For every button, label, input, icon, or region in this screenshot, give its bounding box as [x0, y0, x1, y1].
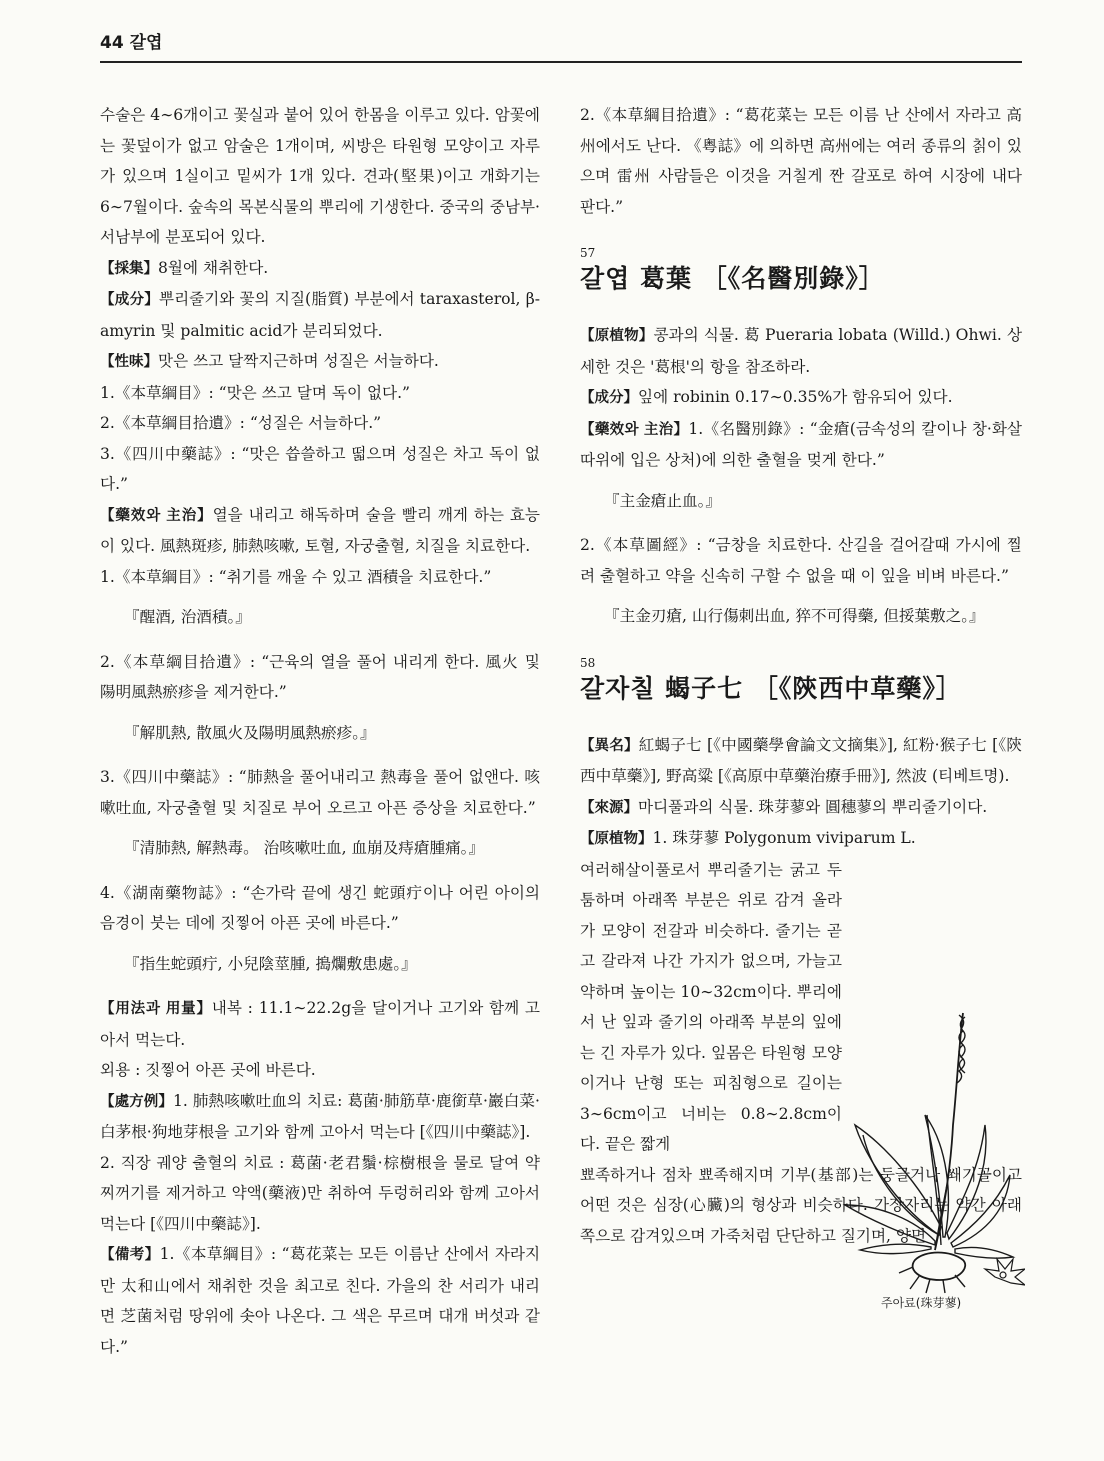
entry-title: 갈엽 葛葉 ［《名醫別錄》］: [580, 264, 885, 293]
paragraph: 2.《本草綱目拾遺》: “葛花菜는 모든 이름 난 산에서 자라고 高州에서도 난다. 《粤誌》에 의하면 高州에는 여러 종류의 칡이 있으며 雷州 사람들은 이것을 거칠게 짠 갈포로 하여 시장에 내다 판다.”: [580, 106, 1022, 216]
paragraph: 3.《四川中藥誌》: “맛은 씁쓸하고 떫으며 성질은 차고 독이 없다.”: [100, 444, 540, 493]
tagged-paragraph: [100, 253, 540, 285]
paragraph-text: 열을 내리고 해독하며 술을 빨리 깨게 하는 효능이 있다. 風熱斑疹, 肺熱咳嗽, 토혈, 자궁출혈, 치질을 치료한다.: [100, 505, 540, 555]
paragraph-text: 8월에 채취한다.: [158, 258, 269, 277]
classical-quote: 『清肺熱, 解熱毒。 治咳嗽吐血, 血崩及痔瘡腫痛。』: [124, 839, 485, 857]
paragraph: 4.《湖南藥物誌》: “손가락 끝에 생긴 蛇頭疔이나 어린 아이의 음경이 붓는 데에 짓찧어 아픈 곳에 바른다.”: [100, 883, 540, 932]
paragraph: 3.《四川中藥誌》: “肺熱을 풀어내리고 熱毒을 풀어 없앤다. 咳嗽吐血, 자궁출혈 및 치질로 부어 오르고 아픈 증상을 치료한다.”: [100, 768, 540, 817]
classical-quote: 『指生蛇頭疔, 小兒陰莖腫, 搗爛敷患處。』: [124, 954, 417, 973]
paragraph: 2.《本草圖經》: “금창을 치료한다. 산길을 걸어갈때 가시에 찔려 출혈하고 약을 신속히 구할 수 없을 때 이 잎을 비벼 바른다.”: [580, 536, 1022, 585]
section-tag: 【藥效와 主治】: [580, 421, 689, 438]
paragraph-text: 맛은 쓰고 달짝지근하며 성질은 서늘하다.: [158, 352, 439, 370]
paragraph-text: 1. 珠芽蓼 Polygonum viviparum L.: [652, 829, 916, 847]
paragraph-text: 뿌리줄기와 꽃의 지질(脂質) 부분에서 taraxasterol, β-amyrin 및 palmitic acid가 분리되었다.: [100, 290, 540, 340]
paragraph: 1.《本草綱目》: “맛은 쓰고 달며 독이 없다.”: [100, 383, 411, 402]
paragraph: 2.《本草綱目拾遺》: “근육의 열을 풀어 내리게 한다. 風火 및 陽明風熱瘀疹을 제거한다.”: [100, 652, 540, 701]
tagged-paragraph: [100, 500, 540, 562]
tagged-paragraph: [100, 1086, 540, 1148]
section-tag: 【採集】: [100, 260, 158, 277]
tagged-paragraph: [580, 414, 1022, 476]
paragraph-text: 紅蝎子七 [《中國藥學會論文文摘集》], 紅粉·猴子七 [《陝西中草藥》], 野高粱 [《高原中草藥治療手冊》], 然波 (티베트명).: [580, 735, 1023, 785]
page-number: 44 갈엽: [100, 33, 163, 53]
classical-quote: 『主金瘡止血。』: [604, 491, 721, 510]
paragraph: 2.《本草綱目拾遺》: “성질은 서늘하다.”: [100, 414, 382, 432]
paragraph: 1.《本草綱目》: “취기를 깨울 수 있고 酒積을 치료한다.”: [100, 567, 492, 586]
paragraph-text: 콩과의 식물. 葛 Pueraria lobata (Willd.) Ohwi. 상세한 것은 '葛根'의 항을 참조하라.: [580, 326, 1023, 376]
paragraph-text: 1.《本草綱目》: “葛花菜는 모든 이름난 산에서 자라지만 太和山에서 채취한 것을 최고로 친다. 가을의 찬 서리가 내리면 芝菌처럼 땅위에 솟아 나온다. 그 색은 무르며 대개 버섯과 같다.”: [100, 1245, 541, 1356]
entry-title: 갈자칠 蝎子七 ［《陝西中草藥》］: [580, 673, 962, 703]
plant-illustration-icon: [835, 1005, 1025, 1295]
section-tag: 【備考】: [100, 1247, 160, 1263]
tagged-paragraph: [100, 993, 540, 1055]
classical-quote: 『解肌熱, 散風火及陽明風熱瘀疹。』: [124, 723, 376, 742]
paragraph: 뾰족하거나 점차 뾰족해지며 기부(基部)는 둥글거나 쐐기꼴이고 어떤 것은 심장(心臟)의 형상과 비슷하다. 가장자리는 약간 아래쪽으로 감겨있으며 가죽처럼 단단하고 질기며, 양면: [580, 1165, 1022, 1245]
paragraph-text: 내복 : 11.1∼22.2g을 달이거나 고기와 함께 고아서 먹는다.: [100, 999, 540, 1049]
figure-wrap-text: 여러해살이풀로서 뿌리줄기는 굵고 두툼하며 아래쪽 부분은 위로 감겨 올라가 모양이 전갈과 비슷하다. 줄기는 곧고 갈라져 나간 가지가 없으며, 가늘고 약하며 높이는 10∼32cm이다. 뿌리에서 난 잎과 줄기의 아래쪽 부분의 잎에는 긴 자루가 있다. 잎몸은 타원형 모양이거나 난형 또는 피침형으로 길이는 3∼6cm이고 너비는 0.8∼2.8cm이다. 끝은 짧게: [580, 860, 842, 1153]
tagged-paragraph: [100, 1239, 540, 1362]
paragraph-text: 마디풀과의 식물. 珠芽蓼와 圓穗蓼의 뿌리줄기이다.: [638, 797, 988, 816]
plant-illustration: [835, 1005, 1025, 1315]
paragraph: 2. 직장 궤양 출혈의 치료 : 葛菌·老君鬚·棕樹根을 물로 달여 약찌꺼기를 제거하고 약액(藥液)만 취하여 두렁허리와 함께 고아서 먹는다 [《四川中藥誌》].: [100, 1153, 540, 1233]
tagged-paragraph: [100, 346, 540, 378]
paragraph: 외용 : 짓찧어 아픈 곳에 바른다.: [100, 1061, 316, 1079]
paragraph-text: 잎에 robinin 0.17∼0.35%가 함유되어 있다.: [638, 388, 953, 406]
tagged-paragraph: [580, 823, 1022, 855]
tagged-paragraph: [100, 284, 540, 346]
section-tag: 【用法과 用量】: [100, 1001, 212, 1017]
figure-caption: 주아료(珠芽蓼): [881, 1296, 962, 1310]
section-tag: 【性味】: [100, 354, 158, 370]
section-tag: 【來源】: [580, 799, 638, 816]
header-rule: [100, 61, 1022, 63]
section-tag: 【處方例】: [100, 1093, 173, 1110]
section-tag: 【原植物】: [580, 831, 653, 847]
section-tag: 【成分】: [100, 292, 160, 308]
paragraph-text: 1.《名醫別錄》: “金瘡(금속성의 칼이나 창·화살 따위에 입은 상처)에 의한 출혈을 멎게 한다.”: [580, 419, 1022, 469]
section-tag: 【異名】: [580, 737, 639, 754]
paragraph-text: 1. 肺熱咳嗽吐血의 치료: 葛菌·肺筋草·鹿銜草·巖白菜·白茅根·狗地芽根을 고기와 함께 고아서 먹는다 [《四川中藥誌》].: [100, 1091, 541, 1141]
entry-number: 57: [580, 246, 596, 260]
section-tag: 【藥效와 主治】: [100, 507, 213, 524]
paragraph: 수술은 4∼6개이고 꽃실과 붙어 있어 한몸을 이루고 있다. 암꽃에는 꽃덮이가 없고 암술은 1개이며, 씨방은 타원형 모양이고 자루가 있으며 1실이고 밑씨가 1개 있다. 견과(堅果)이고 개화기는 6∼7월이다. 숲속의 목본식물의 뿌리에 기생한다. 중국의 중남부·서남부에 분포되어 있다.: [100, 106, 540, 246]
section-tag: 【原植物】: [580, 328, 654, 344]
page-header: [100, 28, 1022, 64]
tagged-paragraph: [580, 792, 1022, 824]
classical-quote: 『主金刃瘡, 山行傷刺出血, 猝不可得藥, 但挼葉敷之。』: [604, 607, 985, 625]
entry-number: 58: [580, 655, 596, 670]
left-column: [100, 100, 540, 1362]
tagged-paragraph: [580, 382, 1022, 414]
tagged-paragraph: [580, 730, 1022, 792]
classical-quote: 『醒酒, 治酒積。』: [124, 608, 251, 626]
section-tag: 【成分】: [580, 390, 638, 406]
tagged-paragraph: [580, 320, 1022, 382]
